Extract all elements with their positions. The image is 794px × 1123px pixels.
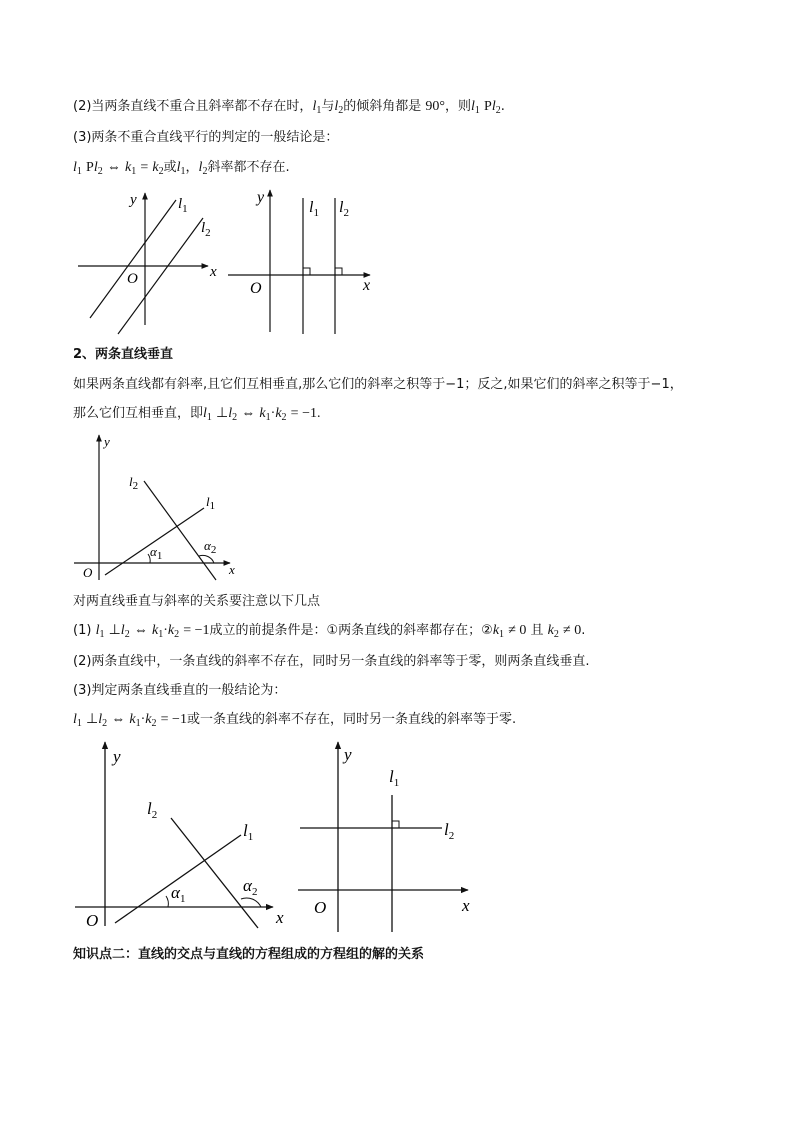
math-k2: $k_2$ (167, 623, 180, 640)
math-l1: $l_1$ (73, 712, 82, 729)
line-l1 (105, 508, 204, 575)
label-l2: $l_2$ (129, 474, 139, 492)
label-l1: $l_1$ (243, 821, 254, 843)
y-label: y (344, 745, 352, 764)
perpendicular-paragraph-line1: 如果两条直线都有斜率,且它们互相垂直,那么它们的斜率之积等于−1；反之,如果它们的斜率之积等于−1， (73, 377, 683, 392)
math-l2: $l_2$ (120, 623, 130, 640)
right-angle-mark (303, 268, 310, 275)
perpendicular-rule: $l_1$ $\perp l_2$ ⇔ $k_1\cdot k_2 = -1$或一条直线的斜率不存在，同时另一条直线的斜率等于零. (73, 712, 517, 729)
origin-label: O (250, 280, 262, 297)
y-label: y (104, 434, 110, 449)
perp-symbol: ⊥ (86, 712, 99, 727)
dot-symbol: · (163, 623, 168, 638)
math-k1: $k_1$ (125, 160, 137, 177)
right-angle-mark (392, 821, 399, 828)
equals-symbol: = (140, 160, 149, 175)
text-or: 或 (163, 160, 177, 175)
origin-label: O (83, 565, 93, 580)
item-text: 当两条直线不重合且斜率都不存在时， (91, 99, 313, 114)
note-1-line: (1) $l_1$ $\perp l_2$ ⇔ $k_1\cdot k_2 = -1$成立的前提条件是：①两条直线的斜率都存在；$②k_1 \ne 0$ 且 $k_2 \ne 0$. (73, 623, 586, 640)
math-l1: $l_1$ (471, 99, 480, 116)
comma: ， (185, 160, 199, 175)
parallel-symbol: P (484, 99, 492, 114)
label-alpha1: $\alpha_1$ (150, 544, 163, 562)
figure-perpendicular-large (73, 740, 293, 930)
label-l1: $l_1$ (389, 767, 400, 789)
angle-arc-alpha2 (241, 898, 261, 907)
figure-parallel-slanted (78, 188, 228, 338)
section-heading-perpendicular: 2、两条直线垂直 (73, 347, 174, 362)
product-result: = −1 (160, 712, 187, 727)
item-number: (2) (73, 99, 92, 114)
label-alpha1: $\alpha_1$ (171, 883, 186, 905)
math-l1: $l_1$ (73, 160, 82, 177)
x-label: x (276, 908, 284, 927)
math-l1: $l_1$ (312, 99, 322, 116)
label-l1: $l_1$ (206, 494, 216, 512)
math-l2: $l_2$ (93, 160, 103, 177)
math-k2: $k_2$ (275, 406, 287, 423)
item-text: 的倾斜角都是 (343, 99, 422, 114)
y-label: y (130, 192, 137, 208)
not-zero: ≠ 0 (563, 623, 582, 638)
item-2-line: (2)当两条直线不重合且斜率都不存在时，$l_1$与$l_2$的倾斜角都是 90°，则$l_1$ $Pl_2$. (73, 99, 505, 116)
item-3-line: (3)两条不重合直线平行的判定的一般结论是： (73, 130, 339, 145)
iff-symbol: ⇔ (133, 623, 148, 638)
y-label: y (113, 747, 121, 766)
math-k2: $k_2$ (547, 623, 559, 640)
label-l2: $l_2$ (444, 820, 455, 842)
math-l2: $l_2$ (198, 160, 208, 177)
line-l1 (90, 200, 176, 318)
iff-symbol: ⇔ (241, 406, 256, 421)
label-l2: $l_2$ (339, 199, 349, 219)
item-text: 与 (321, 99, 335, 114)
math-k2: $k_2$ (152, 160, 164, 177)
line-l1 (115, 835, 241, 923)
note-3-line: (3)判定两条直线垂直的一般结论为： (73, 683, 287, 698)
dot-symbol: · (270, 406, 276, 421)
item-text: ，则 (445, 99, 472, 114)
perp-symbol: ⊥ (108, 623, 121, 638)
origin-label: O (127, 271, 138, 287)
product-result: = −1. (290, 406, 321, 421)
math-l2: $l_2$ (334, 99, 344, 116)
perp-symbol: ⊥ (216, 406, 229, 421)
x-label: x (229, 562, 235, 577)
math-l1: $l_1$ (176, 160, 186, 177)
knowledge-point-2-heading: 知识点二：直线的交点与直线的方程组成的方程组的解的关系 (73, 947, 425, 962)
not-zero: ≠ 0 (508, 623, 527, 638)
math-l1: $l_1$ (203, 406, 212, 423)
math-k2: $k_2$ (145, 712, 157, 729)
math-l2: $l_2$ (98, 712, 108, 729)
x-label: x (462, 896, 470, 915)
label-alpha2: $\alpha_2$ (243, 876, 258, 898)
iff-symbol: ⇔ (111, 712, 126, 727)
right-angle-mark (335, 268, 342, 275)
parallel-rule (73, 160, 290, 180)
label-l1: $l_1$ (309, 199, 319, 219)
perpendicular-paragraph-line2: 那么它们互相垂直，即$l_1$ $\perp l_2$ ⇔ $k_1\cdot k_2 = -1$. (73, 406, 321, 423)
label-l2: $l_2$ (147, 799, 158, 821)
parallel-symbol: P (86, 160, 94, 175)
math-k1: $k_1$ (129, 712, 141, 729)
figure-perpendicular-small (74, 432, 244, 582)
math-k1: $k_1$ (259, 406, 271, 423)
figure-perpendicular-axes (298, 740, 478, 930)
label-l1: $l_1$ (178, 196, 188, 215)
angle-value: 90° (425, 99, 445, 114)
notes-heading: 对两直线垂直与斜率的关系要注意以下几点 (73, 594, 321, 609)
math-l2: $l_2$ (228, 406, 238, 423)
figure-parallel-vertical (228, 186, 388, 338)
x-label: x (363, 277, 371, 294)
iff-symbol: ⇔ (106, 160, 121, 175)
text-end: 斜率都不存在. (207, 160, 290, 175)
product-result: = −1 (183, 623, 210, 638)
origin-label: O (314, 898, 327, 917)
y-label: y (257, 189, 265, 206)
origin-label: O (86, 911, 99, 930)
dot-symbol: · (140, 712, 146, 727)
label-l2: $l_2$ (201, 220, 211, 239)
math-l2: $l_2$ (491, 99, 501, 116)
x-label: x (210, 264, 217, 280)
label-alpha2: $\alpha_2$ (204, 538, 217, 556)
note-2-line: (2)两条直线中，一条直线的斜率不存在，同时另一条直线的斜率等于零，则两条直线垂直. (73, 654, 590, 669)
math-k1: $k_1$ (151, 623, 164, 640)
math-k1: $k_1$ (492, 623, 505, 640)
angle-arc-alpha1 (166, 896, 168, 907)
math-l1: $l_1$ (95, 623, 105, 640)
